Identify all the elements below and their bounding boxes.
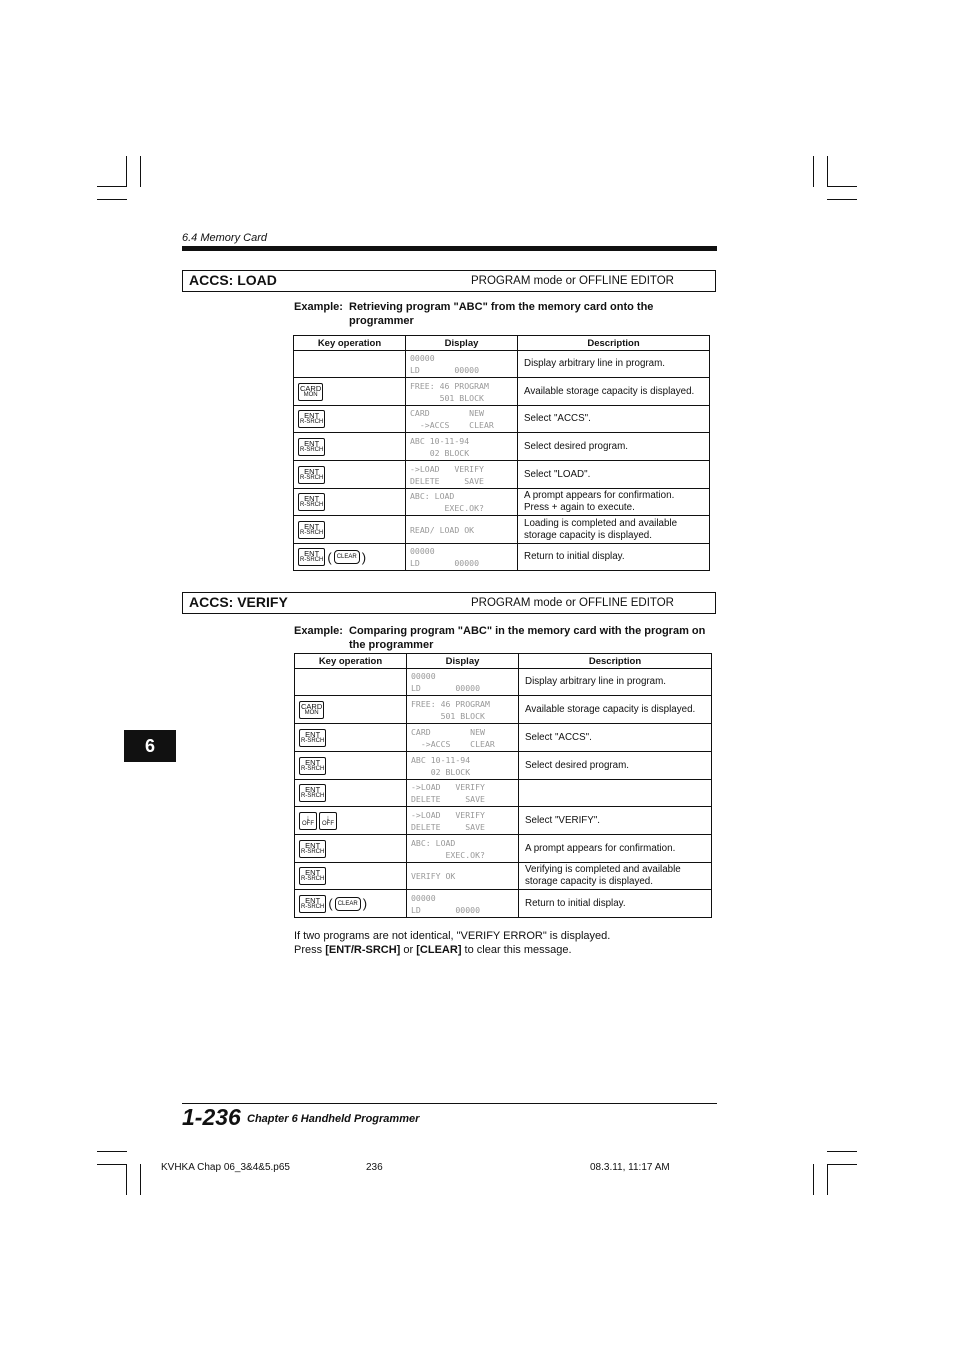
- key-bottom-label: R-SRCH: [300, 446, 324, 453]
- description-cell: Return to initial display.: [518, 544, 710, 571]
- example-label: Example:: [294, 301, 343, 313]
- key-rsrch-icon: [299, 840, 326, 858]
- key-operation-cell: [295, 863, 407, 890]
- crop-mark: [827, 156, 828, 187]
- key-rsrch-icon: [298, 410, 325, 428]
- key-bottom-label: OFF: [302, 820, 314, 827]
- description-cell: Select "VERIFY".: [519, 807, 712, 835]
- key-bottom-label: R-SRCH: [300, 419, 324, 425]
- description-cell: Select desired program.: [519, 752, 712, 780]
- display-cell: FREE: 46 PROGRAM 501 BLOCK: [406, 378, 518, 406]
- key-top-label: ↓: [306, 812, 310, 822]
- description-cell: Select "LOAD".: [518, 461, 710, 489]
- table-row: [294, 378, 710, 406]
- key-bottom-label: R-SRCH: [300, 474, 324, 481]
- col-description: Description: [519, 654, 712, 669]
- key-top-label: ENT: [305, 729, 321, 739]
- table-row: [294, 489, 710, 516]
- display-cell: ABC 10-11-94 02 BLOCK: [406, 433, 518, 461]
- key-top-label: ENT: [304, 438, 320, 448]
- verify-heading-box: [182, 592, 716, 614]
- description-cell: Select desired program.: [518, 433, 710, 461]
- key-rsrch-icon: [299, 757, 326, 775]
- key-operation-cell: [295, 724, 407, 752]
- crop-mark: [813, 156, 814, 187]
- load-example: [294, 300, 724, 330]
- description-cell: Available storage capacity is displayed.: [519, 696, 712, 724]
- key-operation-cell: [294, 461, 406, 489]
- crop-mark: [813, 1164, 814, 1195]
- key-top-label: ENT: [305, 785, 321, 794]
- key-bottom-label: R-SRCH: [300, 557, 324, 563]
- table-row: [295, 780, 712, 807]
- display-cell: 00000 LD 00000: [406, 351, 518, 378]
- key-operation-cell: [294, 544, 406, 571]
- crop-mark: [140, 1164, 141, 1195]
- key-rsrch-icon: [298, 438, 325, 456]
- note-press: Press: [294, 944, 326, 956]
- key-top-label: ENT: [304, 549, 320, 558]
- key-top-label: CARD: [301, 701, 323, 711]
- col-display: Display: [406, 336, 518, 351]
- key-top-label: ENT: [305, 868, 321, 877]
- key-top-label: ENT: [305, 757, 321, 767]
- header-rule: [182, 246, 717, 251]
- key-top-label: ENT: [304, 411, 320, 420]
- key-clear-icon: CLEAR: [335, 897, 361, 911]
- verify-mode: PROGRAM mode or OFFLINE EDITOR: [471, 597, 674, 609]
- crop-mark: [827, 1151, 857, 1152]
- key-rsrch-icon: [298, 548, 325, 566]
- key-bottom-label: R-SRCH: [301, 793, 325, 799]
- crop-mark: [126, 1164, 127, 1195]
- display-cell: CARD NEW ->ACCS CLEAR: [407, 724, 519, 752]
- display-cell: ->LOAD VERIFY DELETE SAVE: [407, 780, 519, 807]
- table-row: [294, 406, 710, 433]
- crop-mark: [827, 199, 857, 200]
- display-cell: 00000 LD 00000: [407, 669, 519, 696]
- note-or: or: [400, 944, 417, 956]
- key-rsrch-icon: [298, 466, 325, 484]
- key-operation-cell: [295, 780, 407, 807]
- load-heading-box: [182, 270, 716, 292]
- display-cell: READ/ LOAD OK: [406, 516, 518, 544]
- paren: ): [361, 549, 367, 565]
- table-row: [294, 433, 710, 461]
- col-key-operation: Key operation: [294, 336, 406, 351]
- description-cell: A prompt appears for confirmation.: [519, 835, 712, 863]
- crop-mark: [126, 156, 127, 187]
- key-rsrch-icon: [299, 784, 326, 802]
- key-rsrch-icon: [298, 493, 325, 511]
- description-cell: Available storage capacity is displayed.: [518, 378, 710, 406]
- key-bottom-label: R-SRCH: [301, 848, 325, 855]
- note-line-1: If two programs are not identical, "VERIFY ERROR" is displayed.: [294, 930, 611, 942]
- note-line-2: [294, 943, 610, 957]
- note-key-clear: [CLEAR]: [416, 944, 462, 956]
- display-cell: FREE: 46 PROGRAM 501 BLOCK: [407, 696, 519, 724]
- verify-example: [294, 624, 724, 654]
- crop-mark: [827, 186, 857, 187]
- note: [294, 929, 610, 957]
- crop-mark: [140, 156, 141, 187]
- paren: (: [327, 549, 332, 565]
- key-top-label: ENT: [304, 521, 320, 531]
- key-top-label: ENT: [305, 840, 321, 850]
- key-bottom-label: MON: [303, 391, 318, 398]
- key-operation-cell: [295, 669, 407, 696]
- chapter-title: Chapter 6 Handheld Programmer: [247, 1113, 420, 1125]
- load-table: [293, 335, 710, 571]
- crop-mark: [97, 1164, 127, 1165]
- example-label: Example:: [294, 625, 343, 637]
- key-rsrch-icon: [298, 521, 325, 539]
- key-off-icon: [299, 812, 317, 830]
- description-cell: Display arbitrary line in program.: [518, 351, 710, 378]
- chapter-tab: 6: [124, 730, 176, 762]
- crop-mark: [827, 1164, 857, 1165]
- description-cell: A prompt appears for confirmation. Press + again to execute.: [518, 489, 710, 516]
- key-bottom-label: R-SRCH: [301, 765, 325, 772]
- key-rsrch-icon: [299, 867, 326, 885]
- key-rsrch-icon: [299, 895, 326, 913]
- crop-mark: [97, 1151, 127, 1152]
- key-operation-cell: [294, 378, 406, 406]
- key-mon-icon: [299, 701, 324, 719]
- key-clear-icon: CLEAR: [334, 550, 360, 564]
- display-cell: ->LOAD VERIFY DELETE SAVE: [407, 807, 519, 835]
- key-operation-cell: [294, 489, 406, 516]
- key-bottom-label: R-SRCH: [300, 502, 324, 508]
- key-mon-icon: [298, 383, 323, 401]
- footer-file: KVHKA Chap 06_3&4&5.p65: [161, 1162, 290, 1173]
- col-key-operation: Key operation: [295, 654, 407, 669]
- key-top-label: ENT: [305, 895, 321, 905]
- key-operation-cell: [295, 696, 407, 724]
- note-tail: to clear this message.: [461, 944, 572, 956]
- key-bottom-label: R-SRCH: [301, 737, 325, 744]
- col-description: Description: [518, 336, 710, 351]
- description-cell: Select "ACCS".: [518, 406, 710, 433]
- key-operation-cell: [295, 752, 407, 780]
- table-row: [294, 461, 710, 489]
- table-row: [295, 835, 712, 863]
- key-operation-cell: [295, 807, 407, 835]
- example-text: Retrieving program "ABC" from the memory card onto the programmer: [349, 301, 654, 327]
- crop-mark: [97, 186, 127, 187]
- key-operation-cell: [295, 890, 407, 918]
- page-number: 1-236: [182, 1104, 241, 1130]
- table-row: [294, 351, 710, 378]
- footer-stamp: 08.3.11, 11:17 AM: [590, 1162, 670, 1173]
- note-key-ent: [ENT/R-SRCH]: [325, 944, 401, 956]
- paren: ): [362, 896, 368, 911]
- verify-table: [294, 653, 712, 918]
- verify-title: ACCS: VERIFY: [189, 594, 288, 610]
- table-row: [295, 724, 712, 752]
- key-bottom-label: OFF: [322, 820, 334, 827]
- section-header: 6.4 Memory Card: [182, 232, 267, 244]
- table-row: [295, 863, 712, 890]
- crop-mark: [827, 1164, 828, 1195]
- key-bottom-label: MON: [304, 709, 319, 716]
- load-title: ACCS: LOAD: [189, 272, 277, 288]
- description-cell: Verifying is completed and available storage capacity is displayed.: [519, 863, 712, 890]
- display-cell: 00000 LD 00000: [406, 544, 518, 571]
- display-cell: VERIFY OK: [407, 863, 519, 890]
- footer-sheet: 236: [366, 1162, 383, 1173]
- key-rsrch-icon: [299, 729, 326, 747]
- description-cell: Return to initial display.: [519, 890, 712, 918]
- key-bottom-label: R-SRCH: [301, 876, 325, 882]
- key-bottom-label: R-SRCH: [300, 529, 324, 536]
- key-operation-cell: [294, 516, 406, 544]
- crop-mark: [97, 199, 127, 200]
- key-operation-cell: [295, 835, 407, 863]
- key-operation-cell: [294, 433, 406, 461]
- description-cell: Select "ACCS".: [519, 724, 712, 752]
- description-cell: [519, 780, 712, 807]
- key-top-label: ENT: [304, 494, 320, 503]
- description-cell: Display arbitrary line in program.: [519, 669, 712, 696]
- key-operation-cell: [294, 351, 406, 378]
- load-mode: PROGRAM mode or OFFLINE EDITOR: [471, 275, 674, 287]
- table-row: [295, 807, 712, 835]
- table-row: [295, 752, 712, 780]
- display-cell: ABC: LOAD EXEC.OK?: [406, 489, 518, 516]
- col-display: Display: [407, 654, 519, 669]
- display-cell: ABC 10-11-94 02 BLOCK: [407, 752, 519, 780]
- footer-rule: [182, 1103, 717, 1104]
- key-top-label: ↓: [326, 812, 330, 822]
- table-row: [294, 544, 710, 571]
- display-cell: CARD NEW ->ACCS CLEAR: [406, 406, 518, 433]
- display-cell: ->LOAD VERIFY DELETE SAVE: [406, 461, 518, 489]
- table-row: [294, 516, 710, 544]
- display-cell: ABC: LOAD EXEC.OK?: [407, 835, 519, 863]
- table-row: [295, 890, 712, 918]
- key-top-label: ENT: [304, 466, 320, 476]
- table-row: [295, 696, 712, 724]
- description-cell: Loading is completed and available storage capacity is displayed.: [518, 516, 710, 544]
- key-off-icon: [319, 812, 337, 830]
- table-row: [295, 669, 712, 696]
- example-text: Comparing program "ABC" in the memory card with the program on the programmer: [349, 625, 706, 651]
- key-operation-cell: [294, 406, 406, 433]
- key-bottom-label: R-SRCH: [301, 903, 325, 910]
- display-cell: 00000 LD 00000: [407, 890, 519, 918]
- key-top-label: CARD: [300, 383, 322, 393]
- paren: (: [328, 896, 333, 911]
